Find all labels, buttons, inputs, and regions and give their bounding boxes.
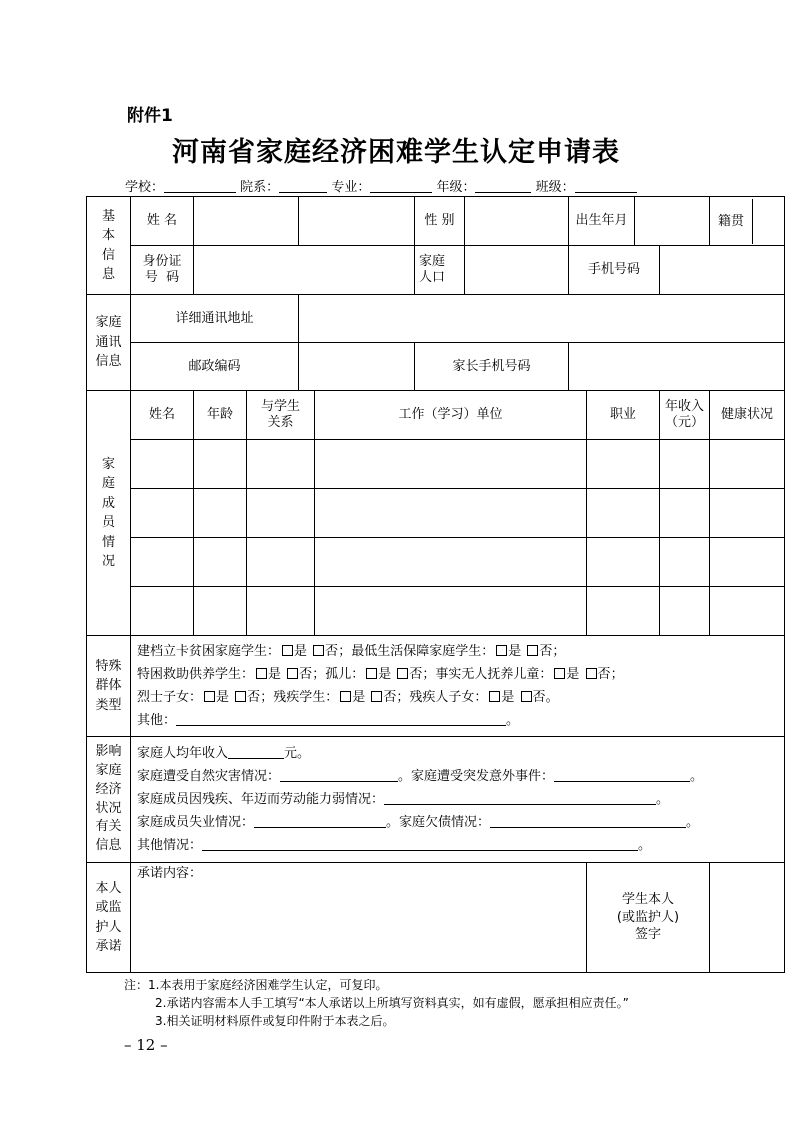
major-field[interactable] <box>370 180 432 193</box>
disabled-student-label: ；残疾学生： <box>260 690 339 705</box>
poverty-file-label: 建档立卡贫困家庭学生： <box>137 644 281 659</box>
checkbox[interactable] <box>256 668 267 679</box>
unemployment-label: 家庭成员失业情况： <box>137 815 255 830</box>
member-cell[interactable] <box>660 489 710 538</box>
address-field[interactable] <box>299 295 785 343</box>
member-cell[interactable] <box>194 587 247 636</box>
no-label: 否 <box>597 667 611 682</box>
phone-field[interactable] <box>660 246 785 295</box>
name-field[interactable] <box>194 197 299 246</box>
member-cell[interactable] <box>710 489 785 538</box>
household-field[interactable] <box>465 246 569 295</box>
page-number: – 12 – <box>124 1036 168 1054</box>
checkbox[interactable] <box>287 668 298 679</box>
member-col-name: 姓名 <box>131 391 194 440</box>
member-cell[interactable] <box>660 440 710 489</box>
member-cell[interactable] <box>131 587 194 636</box>
footnotes <box>124 976 629 1030</box>
attachment-label: 附件1 <box>127 106 173 126</box>
member-cell[interactable] <box>131 440 194 489</box>
promise-header: 本人或监护人承诺 <box>87 863 131 973</box>
economy-other-field[interactable] <box>202 838 638 851</box>
grade-label: 年级： <box>436 180 476 195</box>
member-cell[interactable] <box>587 440 660 489</box>
promise-content-field[interactable] <box>131 863 587 973</box>
economy-other-label: 其他情况： <box>137 838 203 853</box>
unsupported-child-label: ；事实无人抚养儿童： <box>422 667 553 682</box>
punct: 。 <box>690 769 704 784</box>
income-field[interactable] <box>228 746 284 759</box>
member-cell[interactable] <box>315 587 587 636</box>
debt-label: 家庭欠债情况： <box>399 815 491 830</box>
note-1: 注：1.本表用于家庭经济困难学生认定，可复印。 <box>124 978 388 992</box>
student-info-line <box>125 176 637 195</box>
birth-label: 出生年月 <box>569 197 635 246</box>
parent-phone-label: 家长手机号码 <box>415 343 569 391</box>
member-cell[interactable] <box>710 538 785 587</box>
parent-phone-field[interactable] <box>569 343 785 391</box>
yes-label: 是 <box>216 690 230 705</box>
checkbox[interactable] <box>586 668 597 679</box>
yes-label: 是 <box>566 667 580 682</box>
extreme-poverty-label: 特困救助供养学生： <box>137 667 255 682</box>
checkbox[interactable] <box>554 668 565 679</box>
no-label: 否 <box>539 644 553 659</box>
member-cell[interactable] <box>315 538 587 587</box>
note-2: 2.承诺内容需本人手工填写“本人承诺以上所填写资料真实，如有虚假，愿承担相应责任。” <box>155 996 629 1010</box>
orphan-label: ；孤儿： <box>312 667 365 682</box>
member-col-occupation: 职业 <box>587 391 660 440</box>
gender-label: 性 别 <box>415 197 465 246</box>
punct: ； <box>552 644 566 659</box>
punct: 。 <box>638 838 652 853</box>
name-field-ext[interactable] <box>299 197 415 246</box>
checkbox[interactable] <box>489 691 500 702</box>
application-form <box>86 196 785 973</box>
member-cell[interactable] <box>587 587 660 636</box>
yes-label: 是 <box>294 644 308 659</box>
yes-label: 是 <box>508 644 522 659</box>
member-cell[interactable] <box>660 587 710 636</box>
member-cell[interactable] <box>131 538 194 587</box>
note-3: 3.相关证明材料原件或复印件附于本表之后。 <box>155 1014 395 1028</box>
postcode-label: 邮政编码 <box>131 343 299 391</box>
disabled-parent-label: ；残疾人子女： <box>396 690 488 705</box>
special-group-header: 特殊群体类型 <box>87 636 131 737</box>
min-living-label: ；最低生活保障家庭学生： <box>338 644 495 659</box>
school-field[interactable] <box>164 180 236 193</box>
checkbox[interactable] <box>496 645 507 656</box>
basic-info-header: 基本信息 <box>87 197 131 295</box>
family-members-header: 家庭成员情况 <box>87 391 131 636</box>
no-label: 否 <box>325 644 339 659</box>
yes-label: 是 <box>501 690 515 705</box>
gender-field[interactable] <box>465 197 569 246</box>
postcode-field[interactable] <box>299 343 415 391</box>
punct: 。 <box>386 815 400 830</box>
table-row <box>87 538 785 587</box>
member-col-health: 健康状况 <box>710 391 785 440</box>
punct: 。 <box>545 690 559 705</box>
checkbox[interactable] <box>527 645 538 656</box>
table-row <box>87 489 785 538</box>
punct: 。 <box>686 815 700 830</box>
promise-content-label: 承诺内容： <box>137 866 203 881</box>
class-label: 班级： <box>535 180 575 195</box>
checkbox[interactable] <box>371 691 382 702</box>
special-other-field[interactable] <box>176 713 506 726</box>
special-other-label: 其他： <box>137 713 177 728</box>
phone-label: 手机号码 <box>569 246 660 295</box>
id-label: 身份证 号 码 <box>131 246 194 295</box>
disaster-field[interactable] <box>280 769 398 782</box>
member-cell[interactable] <box>247 440 315 489</box>
punct: 。 <box>398 769 412 784</box>
no-label: 否 <box>247 690 261 705</box>
special-group-content <box>131 636 785 737</box>
origin-label: 籍贯 <box>710 199 753 244</box>
debt-field[interactable] <box>490 815 686 828</box>
checkbox[interactable] <box>397 668 408 679</box>
class-field[interactable] <box>575 180 637 193</box>
yes-label: 是 <box>268 667 282 682</box>
accident-label: 家庭遭受突发意外事件： <box>411 769 555 784</box>
member-cell[interactable] <box>131 489 194 538</box>
income-label: 家庭人均年收入 <box>137 746 229 761</box>
punct: 。 <box>506 713 520 728</box>
member-cell[interactable] <box>194 489 247 538</box>
origin-cell <box>710 197 785 246</box>
checkbox[interactable] <box>521 691 532 702</box>
table-row <box>87 587 785 636</box>
table-row <box>87 440 785 489</box>
id-field[interactable] <box>194 246 415 295</box>
checkbox[interactable] <box>366 668 377 679</box>
no-label: 否 <box>409 667 423 682</box>
college-field[interactable] <box>279 180 327 193</box>
grade-field[interactable] <box>475 180 531 193</box>
member-cell[interactable] <box>194 440 247 489</box>
major-label: 专业： <box>331 180 371 195</box>
no-label: 否 <box>299 667 313 682</box>
member-col-workplace: 工作（学习）单位 <box>315 391 587 440</box>
member-cell[interactable] <box>247 489 315 538</box>
signature-label: 学生本人 (或监护人) 签字 <box>587 863 710 973</box>
school-label: 学校： <box>125 180 165 195</box>
checkbox[interactable] <box>204 691 215 702</box>
member-col-relation: 与学生 关系 <box>247 391 315 440</box>
contact-info-header: 家庭通讯信息 <box>87 295 131 391</box>
page-title: 河南省家庭经济困难学生认定申请表 <box>172 137 620 168</box>
member-cell[interactable] <box>194 538 247 587</box>
member-col-age: 年龄 <box>194 391 247 440</box>
no-label: 否 <box>383 690 397 705</box>
address-label: 详细通讯地址 <box>131 295 299 343</box>
member-cell[interactable] <box>315 440 587 489</box>
disability-field[interactable] <box>384 792 656 805</box>
punct: ； <box>610 667 624 682</box>
no-label: 否 <box>532 690 546 705</box>
accident-field[interactable] <box>554 769 690 782</box>
member-cell[interactable] <box>247 538 315 587</box>
income-unit: 元。 <box>284 746 311 761</box>
disaster-label: 家庭遭受自然灾害情况： <box>137 769 281 784</box>
member-col-income: 年收入 （元） <box>660 391 710 440</box>
member-cell[interactable] <box>247 587 315 636</box>
punct: 。 <box>656 792 670 807</box>
checkbox[interactable] <box>282 645 293 656</box>
member-cell[interactable] <box>587 489 660 538</box>
college-label: 院系： <box>240 180 280 195</box>
yes-label: 是 <box>378 667 392 682</box>
checkbox[interactable] <box>313 645 324 656</box>
member-cell[interactable] <box>710 587 785 636</box>
name-label: 姓 名 <box>131 197 194 246</box>
member-cell[interactable] <box>710 440 785 489</box>
member-cell[interactable] <box>660 538 710 587</box>
household-label: 家庭 人口 <box>415 246 465 295</box>
yes-label: 是 <box>352 690 366 705</box>
checkbox[interactable] <box>340 691 351 702</box>
member-cell[interactable] <box>587 538 660 587</box>
unemployment-field[interactable] <box>254 815 386 828</box>
birth-field[interactable] <box>635 197 710 246</box>
disability-label: 家庭成员因残疾、年迈而劳动能力弱情况： <box>137 792 385 807</box>
member-cell[interactable] <box>315 489 587 538</box>
economy-header: 影响家庭经济状况有关信息 <box>87 737 131 863</box>
checkbox[interactable] <box>235 691 246 702</box>
signature-field[interactable] <box>710 863 785 973</box>
martyr-child-label: 烈士子女： <box>137 690 203 705</box>
economy-content <box>131 737 785 863</box>
